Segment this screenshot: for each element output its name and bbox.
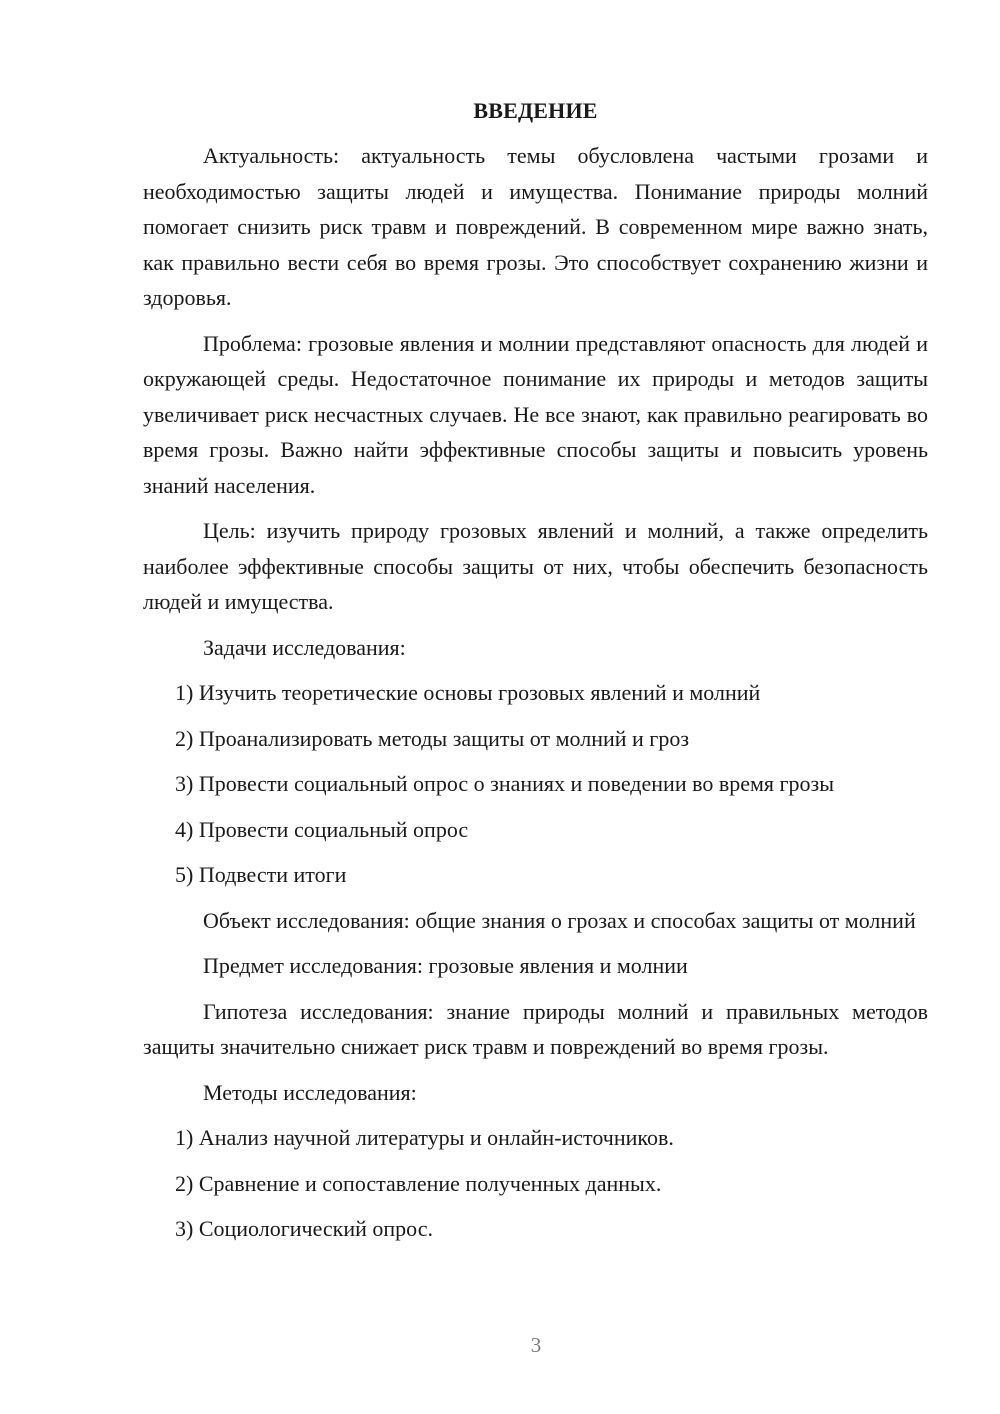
- methods-heading: Методы исследования:: [203, 1079, 417, 1105]
- task-item: 4) Провести социальный опрос: [175, 816, 469, 842]
- goal-paragraph: Цель: изучить природу грозовых явлений и молний, а также определить наиболее эффективные способы защиты от них, чтобы обеспечить безопасность людей и имущества.: [143, 518, 928, 614]
- object-paragraph: Объект исследования: общие знания о грозах и способах защиты от молний: [203, 907, 916, 933]
- tasks-heading: Задачи исследования:: [203, 634, 406, 660]
- relevance-paragraph: Актуальность: актуальность темы обусловлена частыми грозами и необходимостью защиты людей и имущества. Понимание природы молний помогает снизить риск травм и повреждений. В современном мире важно знать, как правильно вести себя во время грозы. Это способствует сохранению жизни и здоровья.: [143, 143, 928, 310]
- task-item: 5) Подвести итоги: [175, 862, 347, 887]
- subject-paragraph: Предмет исследования: грозовые явления и молнии: [203, 953, 688, 978]
- method-item: 2) Сравнение и сопоставление полученных данных.: [175, 1170, 662, 1196]
- task-item: 3) Провести социальный опрос о знаниях и поведении во время грозы: [175, 771, 835, 796]
- method-item: 1) Анализ научной литературы и онлайн-источников.: [175, 1125, 674, 1150]
- hypothesis-paragraph: Гипотеза исследования: знание природы молний и правильных методов защиты значительно снижает риск травм и повреждений во время грозы.: [143, 998, 928, 1059]
- page-number: 3: [530, 1333, 542, 1357]
- page-content: [143, 96, 928, 1257]
- page-title: ВВЕДЕНИЕ: [473, 98, 598, 123]
- task-item: 1) Изучить теоретические основы грозовых явлений и молний: [175, 680, 761, 705]
- method-item: 3) Социологический опрос.: [175, 1216, 433, 1241]
- problem-paragraph: Проблема: грозовые явления и молнии представляют опасность для людей и окружающей среды. Недостаточное понимание их природы и методов защиты увеличивает риск несчастных случаев. Не все знают, как правильно реагировать во время грозы. Важно найти эффективные способы защиты и повысить уровень знаний населения.: [143, 330, 928, 498]
- task-item: 2) Проанализировать методы защиты от молний и гроз: [175, 725, 690, 751]
